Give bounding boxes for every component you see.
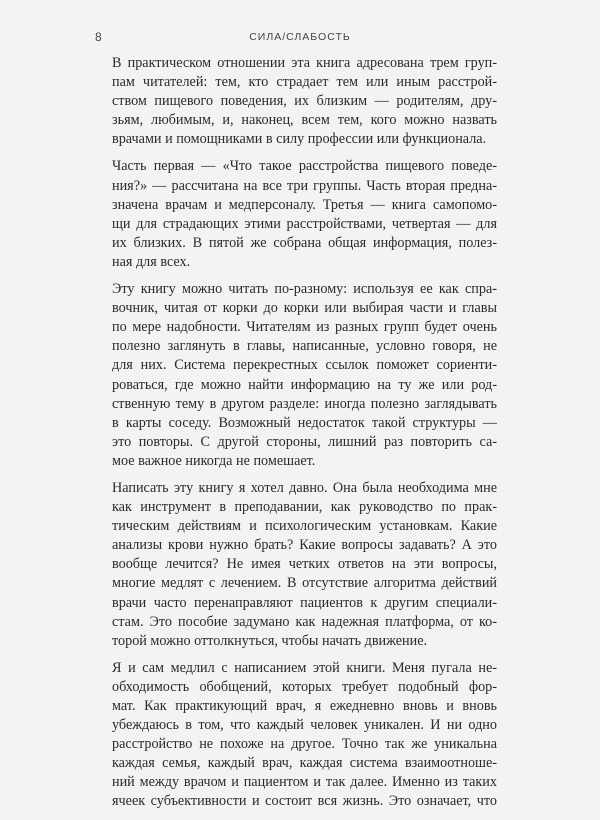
text-line: зьям, любимым, и, наконец, всем тем, кого можно назвать <box>112 112 497 129</box>
text-line: многие медлят с лечением. В отсутствие алгоритма действий <box>112 575 497 592</box>
text-line: мат. Как практикующий врач, я ежедневно вновь и вновь <box>112 698 497 714</box>
text-line: Эту книгу можно читать по-разному: используя ее как спра- <box>112 281 497 298</box>
text-line: мое важное никогда не помешает. <box>112 452 316 469</box>
text-line: тическим действиям и психологическим установкам. Какие <box>112 518 497 535</box>
text-line: ячеек субъективности и состоит вся жизнь. Это означает, что <box>112 793 497 810</box>
paragraph-4 <box>112 479 497 651</box>
text-line: ния?» — рассчитана на все три группы. Часть вторая предна- <box>112 177 497 194</box>
paragraph-1 <box>112 54 497 149</box>
paragraph-2 <box>112 157 497 272</box>
text-line: как инструмент в преподавании, как руководство по прак- <box>112 499 497 516</box>
text-line: врачи часто перенаправляют пациентов к другим специали- <box>112 594 497 611</box>
body-text <box>112 54 497 820</box>
text-line: обходимость обобщений, которых требует подобный фор- <box>112 678 497 695</box>
text-line: роваться, где можно найти информацию на ту же или род- <box>112 376 497 393</box>
text-line: анализы крови нужно брать? Какие вопросы задавать? А это <box>112 537 497 554</box>
text-line: их близких. В пятой же собрана общая информация, полез- <box>112 234 497 251</box>
text-line: Я и сам медлил с написанием этой книги. Меня пугала не- <box>112 659 497 676</box>
text-line: Часть первая — «Что такое расстройства пищевого поведе- <box>112 158 497 175</box>
paragraph-5 <box>112 659 497 812</box>
text-line: вообще лечится? Не имея четких ответов на эти вопросы, <box>112 556 497 573</box>
text-line: убеждаюсь в том, что каждый человек уникален. И ни одно <box>112 717 497 734</box>
text-line: ная для всех. <box>112 253 191 270</box>
text-line: значена врачам и медперсоналу. Третья — книга самопомо- <box>112 196 497 213</box>
page-number: 8 <box>95 30 103 44</box>
text-line: врачами и помощниками в силу профессии или функционала. <box>112 131 487 148</box>
paragraph-3 <box>112 280 497 471</box>
text-line: стам. Это пособие задумано как надежная платформа, от ко- <box>112 613 497 630</box>
text-line: торой можно оттолкнуться, чтобы начать движение. <box>112 632 428 649</box>
text-line: в карты соседу. Возможный недостаток такой структуры — <box>112 414 497 431</box>
text-line: полезно заглянуть в главы, написанные, условно говоря, не <box>112 338 497 355</box>
text-line: каждая семья, каждый врач, каждая система взаимоотноше- <box>112 755 497 772</box>
text-line: щи для страдающих этими расстройствами, четвертая — для <box>112 215 497 232</box>
text-line: для них. Система перекрестных ссылок поможет сориенти- <box>112 357 497 374</box>
text-line: по мере надобности. Читателям из разных групп будет очень <box>112 319 497 336</box>
text-line: Написать эту книгу я хотел давно. Она была необходима мне <box>112 479 497 496</box>
text-line: расстройство не похоже на другое. Точно так же уникальна <box>112 736 497 753</box>
text-line: ством пищевого поведения, их близким — родителям, дру- <box>112 93 497 110</box>
text-line: В практическом отношении эта книга адресована трем груп- <box>112 55 497 71</box>
text-line: вочник, читая от корки до корки или выбирая части и главы <box>112 300 497 317</box>
text-line: это повторы. С другой стороны, лишний раз повторить са- <box>112 433 497 450</box>
text-line: пам читателей: тем, кто страдает тем или иным расстрой- <box>112 74 497 91</box>
text-line: ний между врачом и пациентом и так далее. Именно из таких <box>112 774 497 791</box>
running-head-title: СИЛА/СЛАБОСТЬ <box>249 31 351 43</box>
text-line: ственную тему в другом разделе: иногда полезно заглядывать <box>112 395 497 412</box>
